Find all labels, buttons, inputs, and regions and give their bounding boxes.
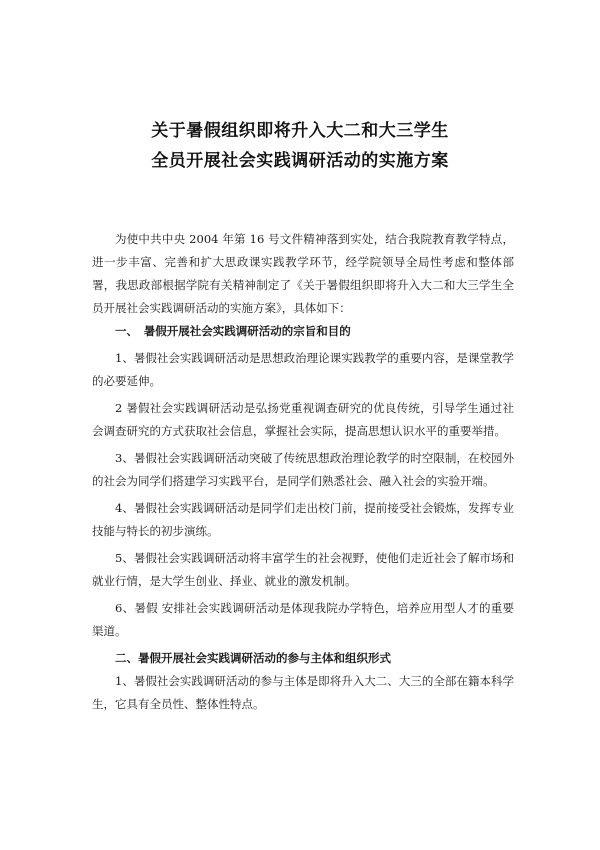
document-body xyxy=(92,228,514,716)
intro-paragraph: 为使中共中央 2004 年第 16 号文件精神落到实处，结合我院教育教学特点，进一步丰富、完善和扩大思政课实践教学环节，经学院领导全局性考虑和整体部署，我思政部根据学院有关精神制定了《关于暑假组织即将升入大二和大三学生全员开展社会实践调研活动的实施方案》，具体如下： xyxy=(92,232,514,315)
document-title-line-1: 关于暑假组织即将升入大二和大三学生 xyxy=(151,121,449,141)
section-1-item-6: 6、暑假 安排社会实践调研活动是体现我院办学特色，培养应用型人才的重要渠道。 xyxy=(92,601,514,638)
section-1-item-1: 1、暑假社会实践调研活动是思想政治理论课实践教学的重要内容，是课堂教学的必要延伸。 xyxy=(92,351,514,388)
section-1-item-3: 3、暑假社会实践调研活动突破了传统思想政治理论教学的时空限制，在校园外的社会为同学们搭建学习实践平台，是同学们熟悉社会、融入社会的实验开端。 xyxy=(92,451,514,488)
section-2-item-1: 1、暑假社会实践调研活动的参与主体是即将升入大二、大三的全部在籍本科学生，它具有全员性、整体性特点。 xyxy=(92,674,514,711)
section-1-item-2: 2 暑假社会实践调研活动是弘扬党重视调查研究的优良传统，引导学生通过社会调查研究的方式获取社会信息，掌握社会实际，提高思想认识水平的重要举措。 xyxy=(92,401,514,438)
section-1-item-4: 4、暑假社会实践调研活动是同学们走出校门前，提前接受社会锻炼，发挥专业技能与特长的初步演练。 xyxy=(92,501,514,538)
section-1-item-5: 5、暑假社会实践调研活动将丰富学生的社会视野，使他们走近社会了解市场和就业行情，是大学生创业、择业、就业的激发机制。 xyxy=(92,551,514,588)
section-2-heading: 二、暑假开展社会实践调研活动的参与主体和组织形式 xyxy=(115,651,391,665)
document-title-line-2: 全员开展社会实践调研活动的实施方案 xyxy=(151,151,449,171)
section-1-heading: 一、 暑假开展社会实践调研活动的宗旨和目的 xyxy=(115,324,351,338)
